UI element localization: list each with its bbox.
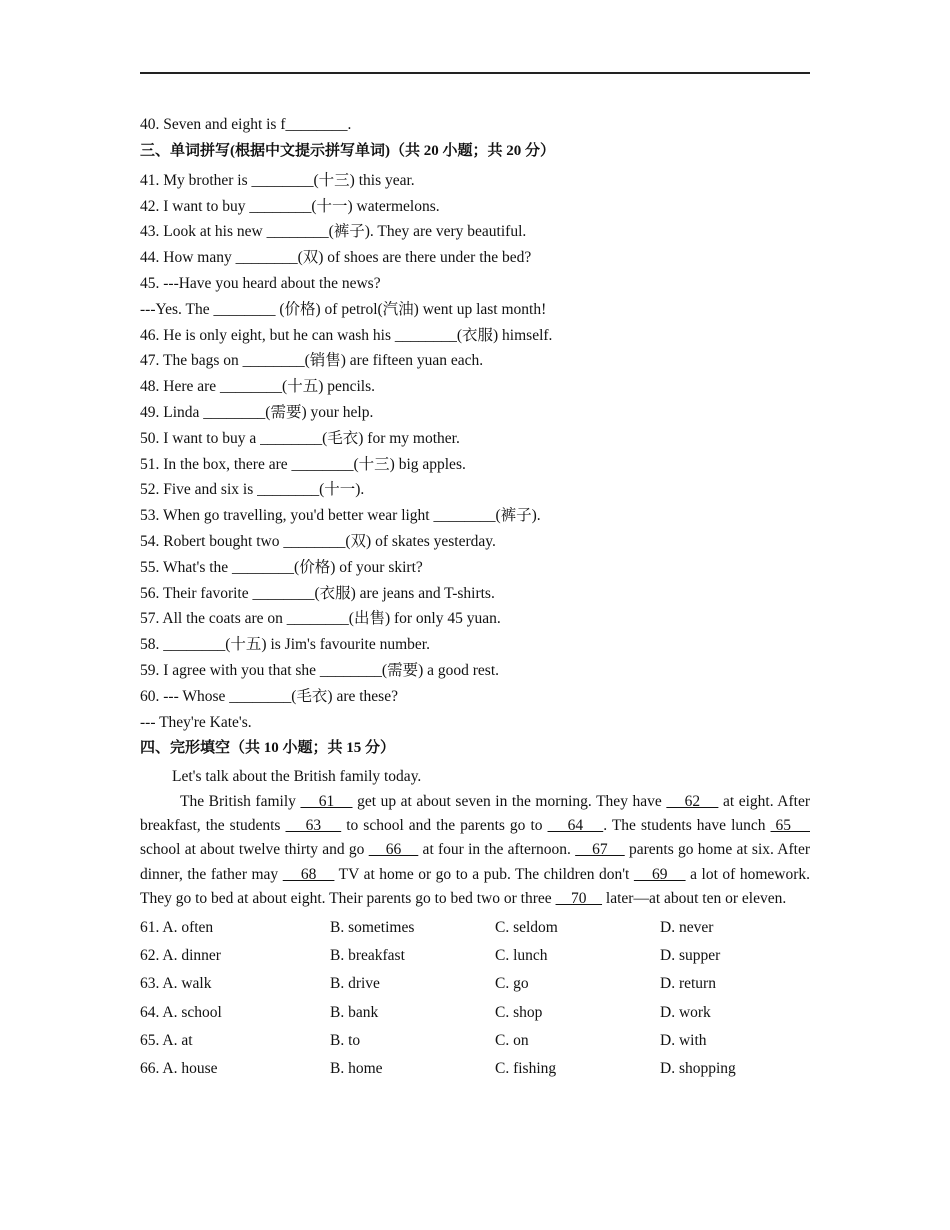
blank-65: 65 xyxy=(770,816,810,834)
header-rule xyxy=(140,72,810,74)
options-65 xyxy=(140,1027,810,1055)
option-a: 64. A. school xyxy=(140,1003,222,1021)
question-43: 43. Look at his new ________(裤子). They are very beautiful. xyxy=(140,223,527,241)
question-60-answer: --- They're Kate's. xyxy=(140,713,252,731)
blank-67: 67 xyxy=(575,841,625,859)
option-b: B. sometimes xyxy=(330,919,415,937)
question-47: 47. The bags on ________(销售) are fifteen yuan each. xyxy=(140,352,484,370)
passage-text: . The students have lunch xyxy=(603,816,771,834)
options-63 xyxy=(140,970,810,998)
passage-text: a lot of homework. They go to bed at about eight. Their parents go to bed two or three xyxy=(140,865,810,907)
question-57: 57. All the coats are on ________(出售) for only 45 yuan. xyxy=(140,610,501,628)
option-d: D. with xyxy=(660,1031,707,1049)
passage-text: later—at about ten or eleven. xyxy=(602,889,787,907)
option-a: 66. A. house xyxy=(140,1060,218,1078)
option-d: D. shopping xyxy=(660,1060,736,1078)
option-a: 63. A. walk xyxy=(140,975,212,993)
options-62 xyxy=(140,942,810,970)
option-a: 62. A. dinner xyxy=(140,947,221,965)
question-59: 59. I agree with you that she ________(需要) a good rest. xyxy=(140,661,500,679)
document-body xyxy=(140,112,810,1083)
question-53: 53. When go travelling, you'd better wear light ________(裤子). xyxy=(140,507,541,525)
blank-61: 61 xyxy=(300,792,353,810)
option-d: D. work xyxy=(660,1003,711,1021)
blank-68: 68 xyxy=(282,865,335,883)
question-41: 41. My brother is ________(十三) this year. xyxy=(140,171,415,189)
option-c: C. seldom xyxy=(495,919,558,937)
question-42: 42. I want to buy ________(十一) watermelons. xyxy=(140,197,440,215)
passage-text: The British family xyxy=(180,792,301,810)
passage-text: school at about twelve thirty and go xyxy=(140,841,369,859)
question-60: 60. --- Whose ________(毛衣) are these? xyxy=(140,687,398,705)
option-b: B. to xyxy=(330,1031,361,1049)
passage-text: at eight. After breakfast, the students xyxy=(140,792,810,834)
option-c: C. fishing xyxy=(495,1060,557,1078)
blank-70: 70 xyxy=(555,889,603,907)
option-b: B. home xyxy=(330,1060,383,1078)
spelling-questions xyxy=(140,168,810,736)
passage-text: TV at home or go to a pub. The children don't xyxy=(334,865,634,883)
blank-66: 66 xyxy=(368,841,419,859)
question-45-answer: ---Yes. The ________ (价格) of petrol(汽油) went up last month! xyxy=(140,300,547,318)
passage-text: to school and the parents go to xyxy=(341,816,548,834)
question-48: 48. Here are ________(十五) pencils. xyxy=(140,378,376,396)
passage-text: parents go home at six. After dinner, the father may xyxy=(140,841,810,883)
passage-text: get up at about seven in the morning. They have xyxy=(352,792,667,810)
passage-text: at four in the afternoon. xyxy=(418,841,576,859)
passage-paragraph xyxy=(140,790,810,911)
option-c: C. go xyxy=(495,975,529,993)
section-4-title: 四、完形填空（共 10 小题；共 15 分） xyxy=(140,740,396,757)
question-45: 45. ---Have you heard about the news? xyxy=(140,274,381,292)
option-a: 61. A. often xyxy=(140,919,214,937)
question-58: 58. ________(十五) is Jim's favourite number. xyxy=(140,636,430,654)
option-b: B. drive xyxy=(330,975,380,993)
options-66 xyxy=(140,1055,810,1083)
options-61 xyxy=(140,914,810,942)
option-d: D. supper xyxy=(660,947,721,965)
question-54: 54. Robert bought two ________(双) of skates yesterday. xyxy=(140,532,496,550)
question-56: 56. Their favorite ________(衣服) are jeans and T-shirts. xyxy=(140,584,495,602)
blank-69: 69 xyxy=(633,865,686,883)
option-d: D. never xyxy=(660,919,714,937)
blank-62: 62 xyxy=(666,792,719,810)
cloze-passage xyxy=(140,765,810,911)
section-3-title: 三、单词拼写(根据中文提示拼写单词)（共 20 小题；共 20 分） xyxy=(140,142,555,159)
question-49: 49. Linda ________(需要) your help. xyxy=(140,403,374,421)
question-55: 55. What's the ________(价格) of your skirt? xyxy=(140,558,423,576)
option-c: C. on xyxy=(495,1031,529,1049)
option-c: C. lunch xyxy=(495,947,548,965)
question-50: 50. I want to buy a ________(毛衣) for my mother. xyxy=(140,429,460,447)
answer-options xyxy=(140,914,810,1083)
question-52: 52. Five and six is ________(十一). xyxy=(140,481,365,499)
blank-63: 63 xyxy=(285,816,342,834)
question-46: 46. He is only eight, but he can wash his ________(衣服) himself. xyxy=(140,326,553,344)
option-a: 65. A. at xyxy=(140,1031,193,1049)
blank-64: 64 xyxy=(547,816,604,834)
question-40: 40. Seven and eight is f________. xyxy=(140,116,352,133)
passage-intro: Let's talk about the British family today. xyxy=(172,768,422,786)
options-64 xyxy=(140,999,810,1027)
question-51: 51. In the box, there are ________(十三) big apples. xyxy=(140,455,466,473)
question-44: 44. How many ________(双) of shoes are there under the bed? xyxy=(140,249,532,267)
option-d: D. return xyxy=(660,975,716,993)
option-c: C. shop xyxy=(495,1003,543,1021)
option-b: B. bank xyxy=(330,1003,379,1021)
option-b: B. breakfast xyxy=(330,947,405,965)
